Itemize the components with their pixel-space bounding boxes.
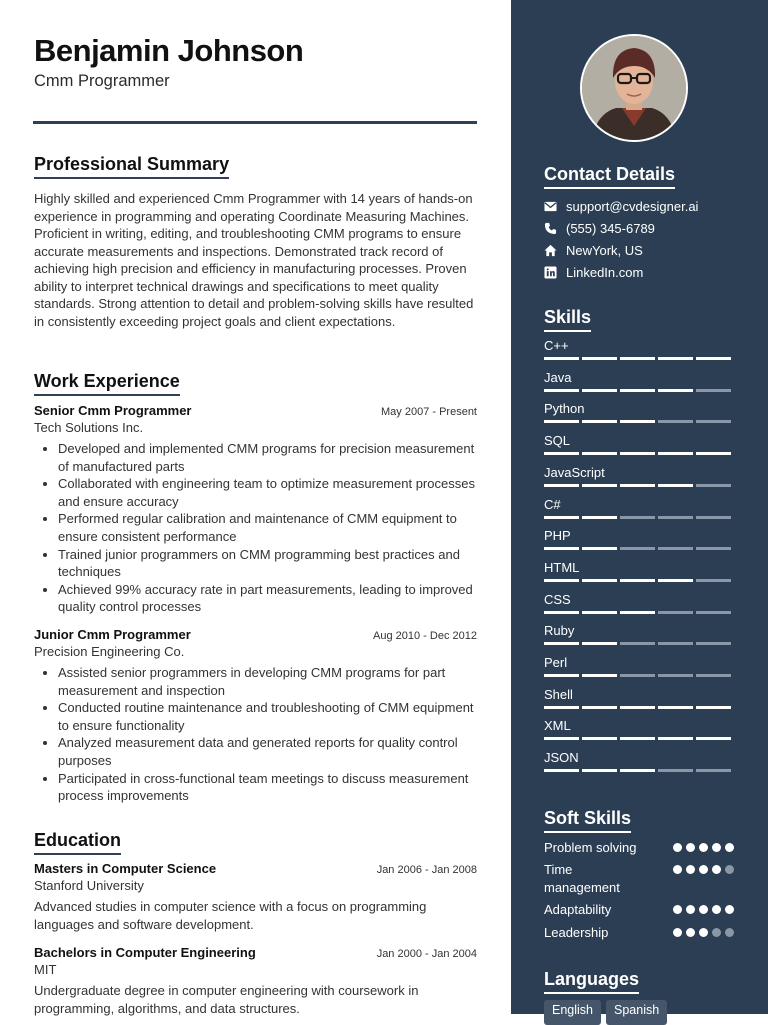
skill-level-bar (544, 706, 734, 709)
skill-level-bar (544, 420, 734, 423)
experience-heading: Work Experience (34, 371, 180, 396)
job-bullets (34, 664, 477, 805)
skill-name: JSON (544, 750, 579, 766)
skill-level-segment (696, 579, 731, 582)
skill-item (544, 750, 734, 772)
degree-name: Bachelors in Computer Engineering (34, 945, 256, 960)
skill-name: PHP (544, 528, 571, 544)
skill-level-segment (696, 547, 731, 550)
soft-skill-name: Leadership (544, 925, 609, 940)
skill-name: Python (544, 401, 585, 417)
education-description: Undergraduate degree in computer engineering with coursework in programming, algorithms, and data structures. (34, 983, 419, 1016)
skill-level-segment (544, 579, 579, 582)
avatar (580, 34, 688, 142)
skill-level-bar (544, 737, 734, 740)
soft-skill-item (544, 839, 734, 857)
rating-dot (673, 865, 682, 874)
degree-name: Masters in Computer Science (34, 861, 217, 876)
skill-level-segment (544, 674, 579, 677)
skill-item (544, 338, 734, 360)
bullet-item: • Analyzed measurement data and generated reports for quality control purposes (58, 734, 477, 769)
skill-level-segment (696, 706, 731, 709)
skill-item (544, 497, 734, 519)
rating-dot (686, 928, 695, 937)
skill-level-bar (544, 547, 734, 550)
skill-level-bar (544, 452, 734, 455)
skill-level-segment (696, 484, 731, 487)
skill-level-segment (582, 547, 617, 550)
soft-skill-rating (673, 928, 734, 937)
skill-level-segment (544, 706, 579, 709)
candidate-name: Benjamin Johnson (34, 33, 304, 68)
skill-level-segment (620, 611, 655, 614)
skill-level-segment (658, 706, 693, 709)
soft-skill-name: Problem solving (544, 840, 637, 855)
skill-level-segment (696, 516, 731, 519)
skill-level-segment (658, 452, 693, 455)
skill-level-segment (620, 769, 655, 772)
rating-dot (686, 865, 695, 874)
skill-level-segment (696, 452, 731, 455)
job-role: Junior Cmm Programmer (34, 627, 191, 642)
skill-item (544, 433, 734, 455)
contact-linkedin[interactable] (544, 265, 643, 280)
skill-level-segment (582, 579, 617, 582)
skill-level-segment (544, 547, 579, 550)
skill-level-segment (582, 452, 617, 455)
education-heading: Education (34, 830, 121, 855)
job-company: Precision Engineering Co. (34, 644, 185, 659)
linkedin-icon (544, 266, 557, 279)
education-entry (34, 861, 477, 933)
skill-level-segment (658, 611, 693, 614)
skill-level-segment (582, 642, 617, 645)
rating-dot (712, 905, 721, 914)
skill-name: Shell (544, 686, 573, 702)
soft-skill-name: Time management (544, 862, 620, 895)
contact-linkedin-text: LinkedIn.com (566, 265, 644, 280)
rating-dot (725, 843, 734, 852)
skill-level-segment (544, 737, 579, 740)
skill-level-segment (582, 357, 617, 360)
rating-dot (712, 865, 721, 874)
skill-level-segment (620, 389, 655, 392)
soft-skill-item (544, 861, 734, 896)
job-entry (34, 627, 477, 805)
header-divider (33, 121, 477, 124)
skill-level-segment (582, 769, 617, 772)
skill-level-segment (658, 674, 693, 677)
summary-heading: Professional Summary (34, 154, 229, 179)
bullet-item: • Trained junior programmers on CMM programming best practices and techniques (58, 546, 477, 581)
skill-level-segment (696, 642, 731, 645)
soft-skills-heading: Soft Skills (544, 808, 631, 833)
skill-level-segment (658, 579, 693, 582)
skill-item (544, 592, 734, 614)
soft-skill-rating (673, 865, 734, 874)
rating-dot (699, 865, 708, 874)
skill-level-bar (544, 516, 734, 519)
skill-item (544, 370, 734, 392)
skill-level-segment (696, 769, 731, 772)
skill-level-segment (658, 357, 693, 360)
bullet-item: • Performed regular calibration and maintenance of CMM equipment to ensure consistent performance (58, 510, 477, 545)
language-tag: English (544, 1000, 601, 1025)
job-company: Tech Solutions Inc. (34, 420, 144, 435)
school-name: MIT (34, 962, 57, 977)
rating-dot (673, 905, 682, 914)
education-description: Advanced studies in computer science with a focus on programming languages and software development. (34, 899, 427, 932)
skill-level-segment (658, 420, 693, 423)
skill-level-bar (544, 642, 734, 645)
skill-level-segment (620, 674, 655, 677)
skill-level-segment (620, 737, 655, 740)
job-bullets (34, 440, 477, 616)
skill-level-segment (696, 389, 731, 392)
skill-item (544, 655, 734, 677)
rating-dot (699, 928, 708, 937)
bullet-item: • Conducted routine maintenance and troubleshooting of CMM equipment to ensure functionality (58, 699, 477, 734)
summary-text: Highly skilled and experienced Cmm Programmer with 14 years of hands-on experience in programming and operating Coordinate Measuring Machines. Proficient in writing, editing, and troubleshooting CMM programs to ensure accurate measurements and inspections. Demonstrated track record of achieving high precision and efficiency in manufacturing processes. Proven ability to interpret technical drawings and specifications to meet quality standards. Strong attention to detail and problem-solving skills have resulted in consistently exceeding project goals and client expectations. (34, 191, 474, 329)
skill-level-segment (620, 484, 655, 487)
contact-location (544, 243, 643, 258)
job-date: Aug 2010 - Dec 2012 (373, 630, 477, 642)
contact-email-text: support@cvdesigner.ai (566, 199, 699, 214)
education-entry (34, 945, 477, 1017)
skill-item (544, 687, 734, 709)
bullet-item: • Achieved 99% accuracy rate in part measurements, leading to improved quality control processes (58, 581, 477, 616)
job-entry (34, 403, 477, 616)
soft-skill-item (544, 924, 734, 942)
rating-dot (712, 928, 721, 937)
job-title: Cmm Programmer (34, 72, 170, 90)
skill-level-segment (582, 516, 617, 519)
rating-dot (673, 843, 682, 852)
skill-level-segment (544, 420, 579, 423)
envelope-icon (544, 200, 557, 213)
skill-level-segment (582, 706, 617, 709)
profile-photo (582, 36, 686, 140)
rating-dot (725, 905, 734, 914)
skill-level-segment (620, 452, 655, 455)
skill-name: SQL (544, 433, 571, 449)
skill-name: JavaScript (544, 464, 605, 480)
skill-level-segment (658, 642, 693, 645)
skill-name: C++ (544, 338, 569, 353)
skill-level-segment (544, 484, 579, 487)
skill-level-bar (544, 484, 734, 487)
skill-level-segment (582, 420, 617, 423)
skill-item (544, 528, 734, 550)
skill-level-segment (582, 484, 617, 487)
school-name: Stanford University (34, 878, 144, 893)
job-date: May 2007 - Present (381, 406, 477, 418)
languages-heading: Languages (544, 969, 639, 994)
contact-location-text: NewYork, US (566, 243, 643, 258)
bullet-item: • Collaborated with engineering team to optimize measurement processes and ensure accuracy (58, 475, 477, 510)
rating-dot (686, 843, 695, 852)
skill-level-bar (544, 579, 734, 582)
skill-level-segment (620, 516, 655, 519)
contact-heading: Contact Details (544, 164, 675, 189)
skill-level-segment (658, 389, 693, 392)
skill-level-segment (696, 420, 731, 423)
skill-name: HTML (544, 559, 580, 575)
soft-skill-rating (673, 843, 734, 852)
rating-dot (725, 865, 734, 874)
skill-level-bar (544, 611, 734, 614)
skill-level-segment (620, 420, 655, 423)
language-tag: Spanish (606, 1000, 667, 1025)
bullet-item: • Developed and implemented CMM programs for precision measurement of manufactured parts (58, 440, 477, 475)
skill-name: Perl (544, 655, 568, 670)
languages-list (544, 1000, 667, 1025)
skill-level-segment (658, 737, 693, 740)
skill-level-segment (696, 357, 731, 360)
skill-level-segment (544, 452, 579, 455)
skill-level-segment (696, 611, 731, 614)
skill-item (544, 718, 734, 740)
skill-name: Ruby (544, 623, 575, 639)
home-icon (544, 244, 557, 257)
soft-skill-rating (673, 905, 734, 914)
bullet-item: • Assisted senior programmers in developing CMM programs for part measurement and inspection (58, 664, 477, 699)
skill-level-bar (544, 769, 734, 772)
contact-email[interactable] (544, 199, 698, 214)
skill-level-segment (696, 737, 731, 740)
skill-level-bar (544, 357, 734, 360)
skills-heading: Skills (544, 307, 591, 332)
rating-dot (725, 928, 734, 937)
skill-level-segment (620, 706, 655, 709)
skill-level-segment (658, 769, 693, 772)
skill-level-segment (582, 737, 617, 740)
phone-icon (544, 222, 557, 235)
rating-dot (712, 843, 721, 852)
skill-level-segment (544, 357, 579, 360)
soft-skill-name: Adaptability (544, 902, 612, 917)
skill-level-segment (544, 389, 579, 392)
skill-level-segment (658, 484, 693, 487)
soft-skill-item (544, 901, 734, 919)
education-date: Jan 2006 - Jan 2008 (376, 864, 477, 876)
skill-name: C# (544, 496, 561, 512)
rating-dot (699, 843, 708, 852)
skill-level-segment (658, 516, 693, 519)
skill-level-segment (658, 547, 693, 550)
education-date: Jan 2000 - Jan 2004 (376, 948, 477, 960)
skill-level-segment (544, 769, 579, 772)
contact-phone[interactable] (544, 221, 655, 236)
skill-level-segment (544, 611, 579, 614)
skill-level-bar (544, 389, 734, 392)
skill-level-segment (620, 642, 655, 645)
rating-dot (673, 928, 682, 937)
skill-name: CSS (544, 591, 571, 607)
skill-item (544, 560, 734, 582)
skill-name: Java (544, 369, 572, 385)
skill-item (544, 401, 734, 423)
rating-dot (686, 905, 695, 914)
skill-level-segment (544, 516, 579, 519)
skill-level-segment (620, 547, 655, 550)
skill-level-segment (696, 674, 731, 677)
skill-level-segment (582, 611, 617, 614)
skill-level-segment (582, 389, 617, 392)
skill-level-bar (544, 674, 734, 677)
skill-item (544, 623, 734, 645)
skill-level-segment (620, 579, 655, 582)
job-role: Senior Cmm Programmer (34, 403, 192, 418)
bullet-item: • Participated in cross-functional team meetings to discuss measurement process improvements (58, 770, 477, 805)
skill-level-segment (620, 357, 655, 360)
skill-name: XML (544, 718, 571, 734)
contact-phone-text: (555) 345-6789 (566, 221, 655, 236)
rating-dot (699, 905, 708, 914)
sidebar (511, 0, 768, 1017)
skill-level-segment (544, 642, 579, 645)
skill-level-segment (582, 674, 617, 677)
skill-item (544, 465, 734, 487)
